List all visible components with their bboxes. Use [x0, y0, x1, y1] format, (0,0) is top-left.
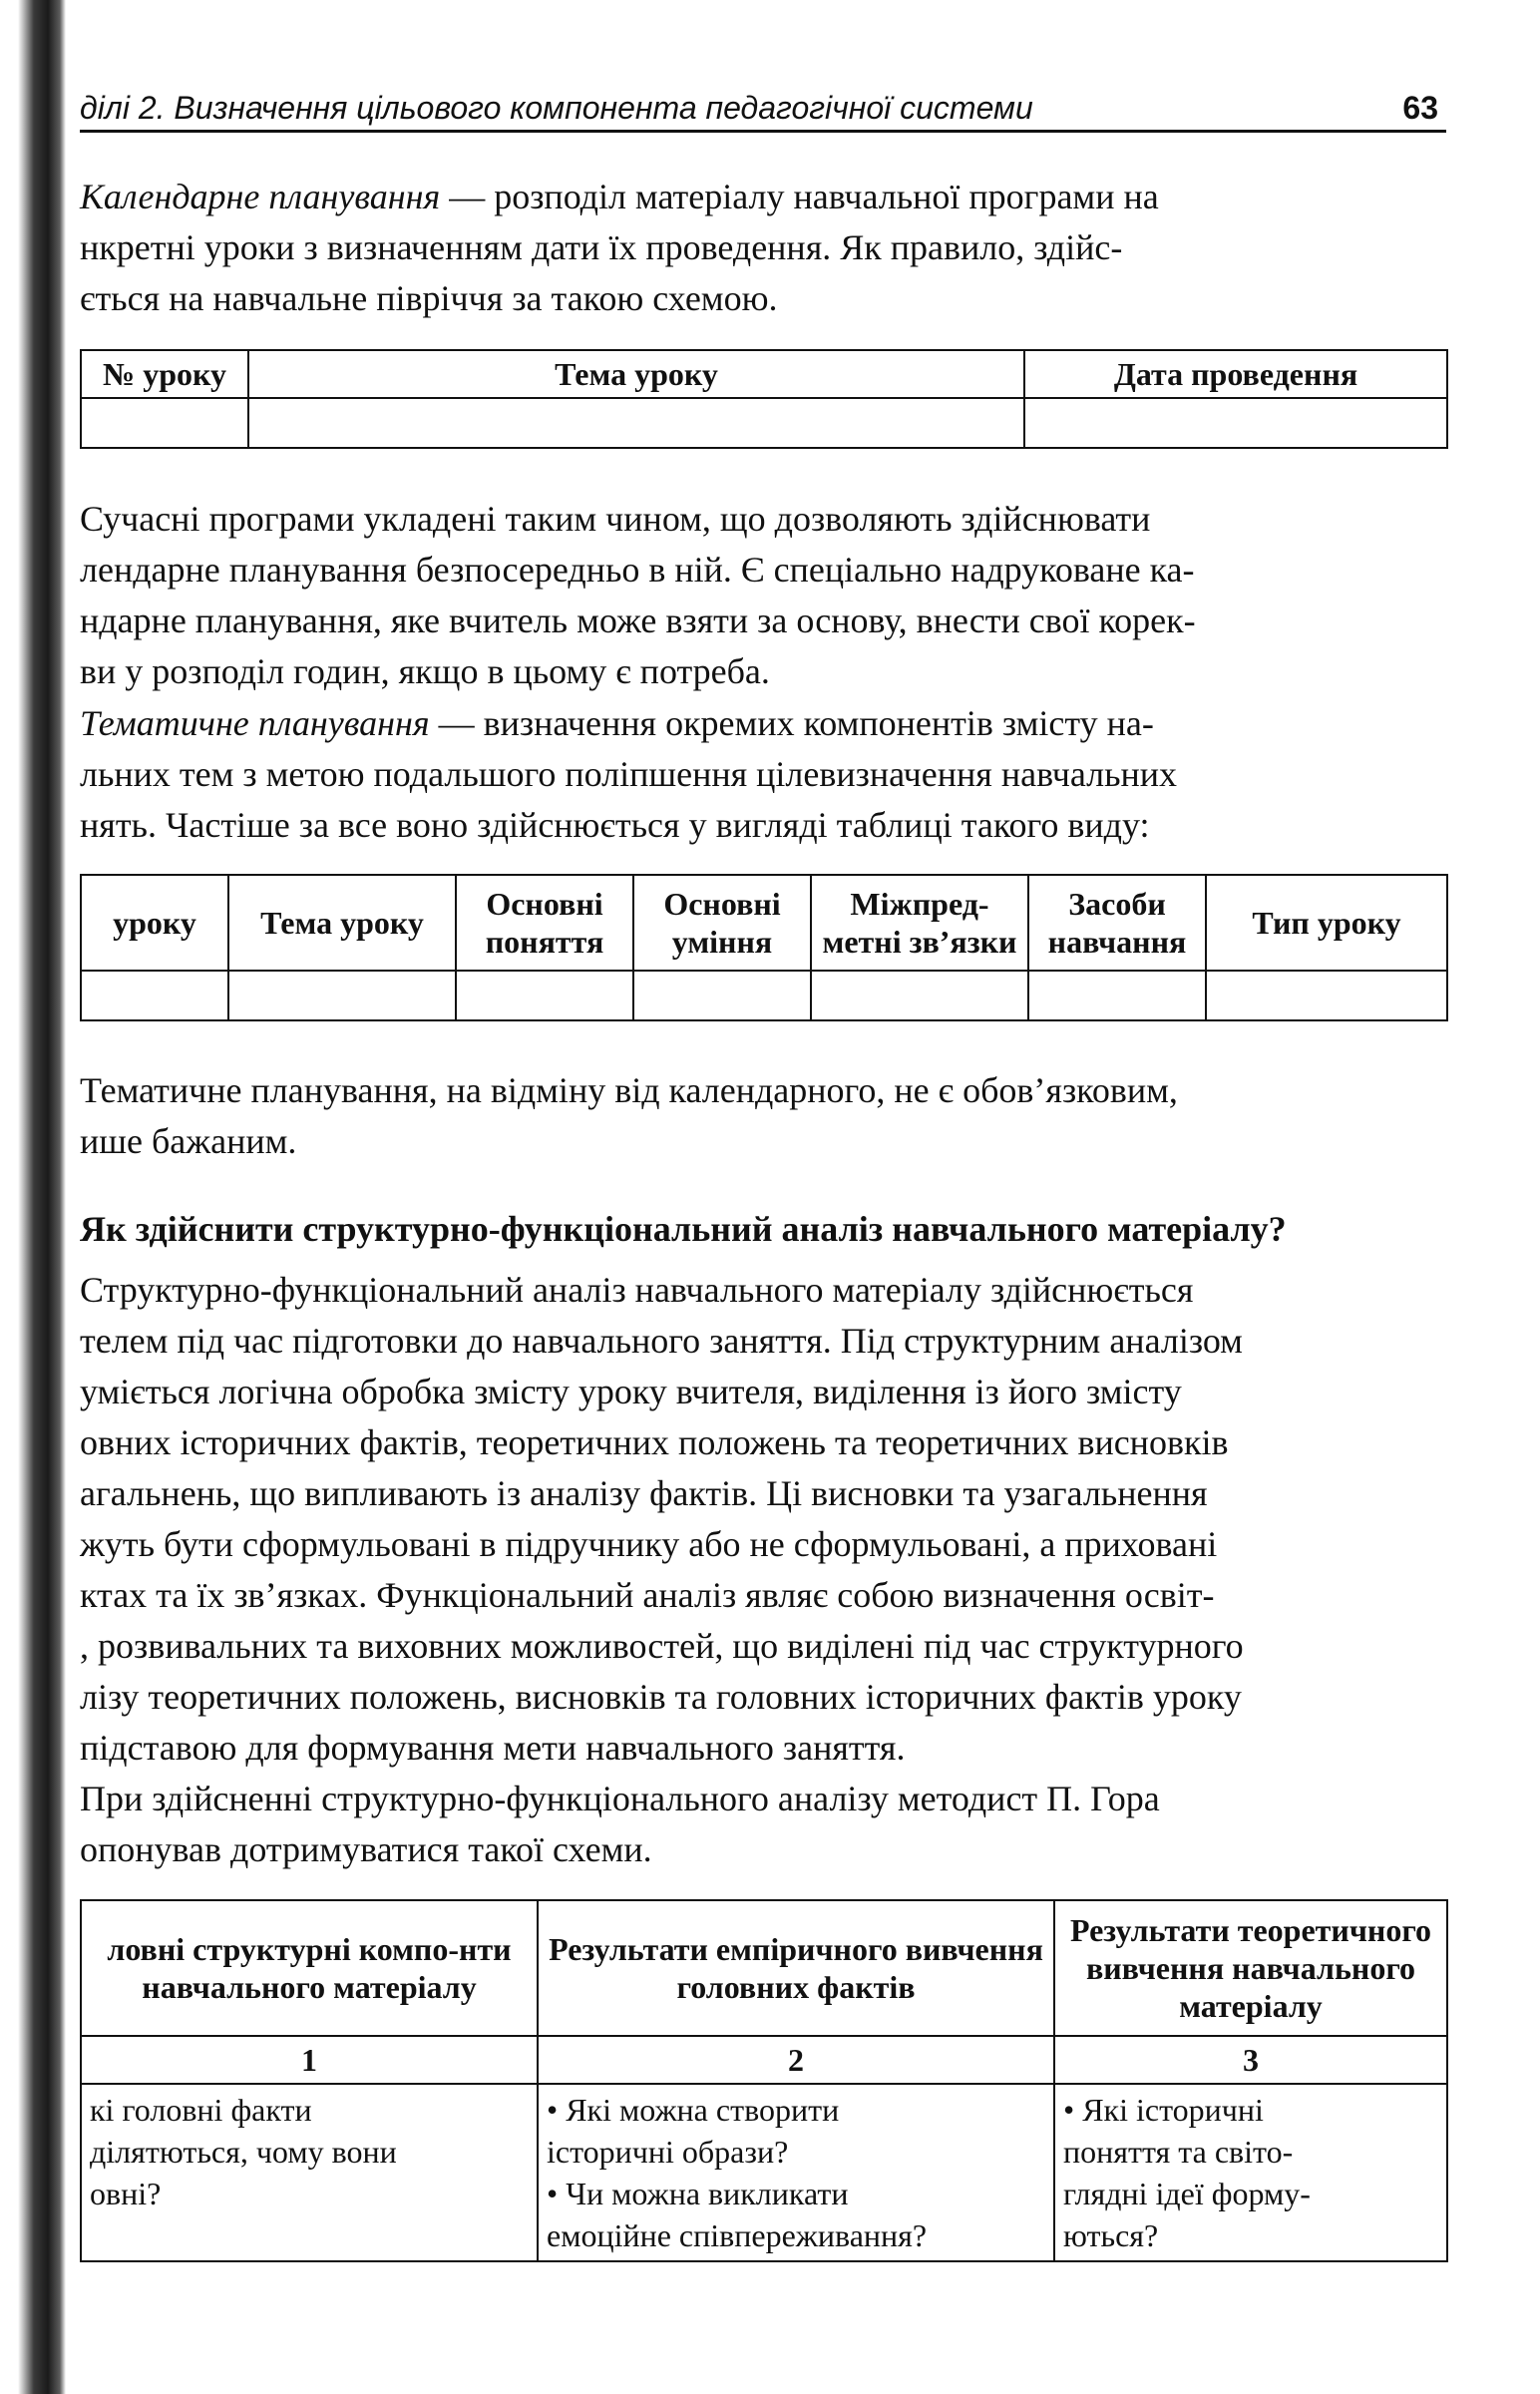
- table-cell-empirical-results: [538, 2084, 1054, 2261]
- table-empty-cell: [81, 398, 248, 448]
- table-empty-cell: [633, 971, 811, 1020]
- text-line: льних тем з метою подальшого поліпшення цілевизначення навчальних: [80, 754, 1178, 794]
- table-header-cell: Результати емпіричного вивчення головних фактів: [538, 1900, 1054, 2036]
- table-header-cell: № уроку: [81, 350, 248, 398]
- text-line: , розвивальних та виховних можливостей, що виділені під час структурного: [80, 1626, 1244, 1666]
- text-line: нкретні уроки з визначенням дати їх проведення. Як правило, здійс-: [80, 227, 1123, 267]
- column-number-cell: 2: [538, 2036, 1054, 2084]
- text-line: опонував дотримуватися такої схеми.: [80, 1829, 652, 1869]
- table-header-cell: Основні поняття: [456, 875, 633, 971]
- paragraph-calendar-planning: [80, 172, 1446, 324]
- running-header: [80, 86, 1446, 133]
- cell-line: емоційне співпереживання?: [547, 2217, 928, 2253]
- cell-line: ються?: [1063, 2217, 1159, 2253]
- cell-line: поняття та світо-: [1063, 2134, 1294, 2170]
- cell-line: • Чи можна викликати: [547, 2176, 849, 2211]
- text-line: ктах та їх зв’язках. Функціональний аналіз являє собою визначення освіт-: [80, 1575, 1215, 1615]
- text-line: агальнень, що випливають із аналізу фактів. Ці висновки та узагальнення: [80, 1473, 1208, 1513]
- table-header-cell: ловні структурні компо-нти навчального матеріалу: [81, 1900, 538, 2036]
- text-line: Структурно-функціональний аналіз навчального матеріалу здійснюється: [80, 1270, 1194, 1310]
- paragraph-modern-programs: [80, 494, 1446, 697]
- table-empty-cell: [811, 971, 1028, 1020]
- table-cell-theoretical-results: [1054, 2084, 1447, 2261]
- text-line: При здійсненні структурно-функціонального аналізу методист П. Гора: [80, 1779, 1160, 1818]
- table-header-cell: Засоби навчання: [1028, 875, 1206, 971]
- text-line: овних історичних фактів, теоретичних положень та теоретичних висновків: [80, 1422, 1229, 1462]
- text-line: — визначення окремих компонентів змісту на-: [429, 703, 1154, 743]
- cell-line: • Які можна створити: [547, 2092, 840, 2128]
- text-line: ється на навчальне півріччя за такою схемою.: [80, 278, 778, 318]
- text-line: ише бажаним.: [80, 1121, 297, 1161]
- table-header-cell: Міжпред-метні зв’язки: [811, 875, 1028, 971]
- header-title: ділі 2. Визначення цільового компонента педагогічної системи: [80, 90, 1033, 126]
- table-empty-cell: [248, 398, 1024, 448]
- column-number-cell: 1: [81, 2036, 538, 2084]
- paragraph-structural-analysis: [80, 1265, 1446, 1875]
- text-line: ндарне планування, яке вчитель може взяти за основу, внести свої корек-: [80, 600, 1196, 640]
- text-line: жуть бути сформульовані в підручнику або не сформульовані, а приховані: [80, 1524, 1218, 1564]
- term-thematic-planning: Тематичне планування: [80, 703, 430, 743]
- table-header-cell: Результати теоретичного вивчення навчального матеріалу: [1054, 1900, 1447, 2036]
- cell-line: ділятються, чому вони: [90, 2134, 397, 2170]
- column-number-cell: 3: [1054, 2036, 1447, 2084]
- cell-line: овні?: [90, 2176, 162, 2211]
- table-header-cell: Тема уроку: [228, 875, 456, 971]
- text-line: підставою для формування мети навчального заняття.: [80, 1728, 906, 1768]
- table-empty-cell: [228, 971, 456, 1020]
- text-line: — розподіл матеріалу навчальної програми на: [440, 177, 1159, 216]
- term-calendar-planning: Календарне планування: [80, 177, 441, 216]
- text-line: лендарне планування безпосередньо в ній. Є спеціально надруковане ка-: [80, 550, 1195, 590]
- table-empty-cell: [456, 971, 633, 1020]
- table-empty-cell: [1024, 398, 1447, 448]
- table-header-cell: Дата проведення: [1024, 350, 1447, 398]
- book-spine-shadow: [0, 0, 66, 2394]
- cell-line: глядні ідеї форму-: [1063, 2176, 1311, 2211]
- table-empty-cell: [1028, 971, 1206, 1020]
- table-header-cell: уроку: [81, 875, 228, 971]
- text-line: уміється логічна обробка змісту уроку вчителя, виділення із його змісту: [80, 1372, 1182, 1411]
- text-line: телем під час підготовки до навчального заняття. Під структурним аналізом: [80, 1321, 1243, 1361]
- table-header-cell: Тип уроку: [1206, 875, 1447, 971]
- table-empty-cell: [1206, 971, 1447, 1020]
- text-line: нять. Частіше за все воно здійснюється у вигляді таблиці такого виду:: [80, 805, 1150, 845]
- thematic-plan-table: [80, 874, 1448, 1021]
- table-header-cell: Тема уроку: [248, 350, 1024, 398]
- paragraph-thematic-planning: [80, 698, 1446, 851]
- cell-line: кі головні факти: [90, 2092, 312, 2128]
- text-line: ви у розподіл годин, якщо в цьому є потреба.: [80, 651, 770, 691]
- calendar-plan-table: [80, 349, 1448, 449]
- paragraph-thematic-optional: [80, 1065, 1446, 1167]
- text-line: Сучасні програми укладені таким чином, що дозволяють здійснювати: [80, 499, 1151, 539]
- book-page: [80, 0, 1456, 2394]
- page-number: 63: [1402, 90, 1438, 126]
- table-empty-cell: [81, 971, 228, 1020]
- structural-analysis-table: [80, 1899, 1448, 2262]
- section-heading: Як здійснити структурно-функціональний аналіз навчального матеріалу?: [80, 1209, 1287, 1249]
- cell-line: історичні образи?: [547, 2134, 789, 2170]
- table-header-cell: Основні уміння: [633, 875, 811, 971]
- cell-line: • Які історичні: [1063, 2092, 1264, 2128]
- text-line: лізу теоретичних положень, висновків та головних історичних фактів уроку: [80, 1677, 1242, 1717]
- text-line: Тематичне планування, на відміну від календарного, не є обов’язковим,: [80, 1070, 1178, 1110]
- table-cell-structural-components: [81, 2084, 538, 2261]
